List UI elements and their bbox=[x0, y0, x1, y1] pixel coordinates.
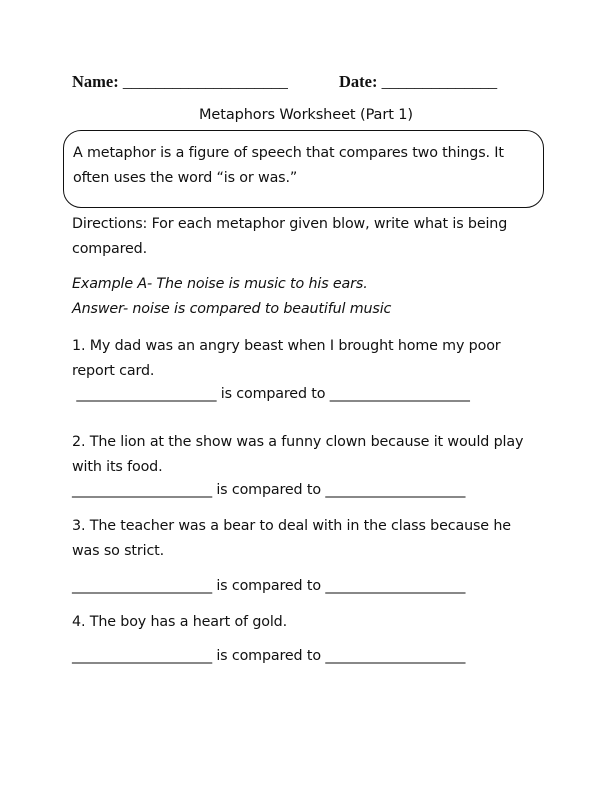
directions-text: Directions: For each metaphor given blow, write what is being compared. bbox=[72, 216, 508, 257]
name-blank-line: ____________________ bbox=[122, 72, 288, 91]
example-answer: Answer- noise is compared to beautiful music bbox=[72, 301, 392, 317]
name-label: Name: bbox=[72, 72, 119, 91]
question-3-answer-line: ____________________ is compared to ____________________ bbox=[72, 578, 466, 594]
question-3-text: 3. The teacher was a bear to deal with in the class because he was so strict. bbox=[72, 518, 511, 559]
question-4-answer-line: ____________________ is compared to ____________________ bbox=[72, 648, 466, 664]
question-2-answer-line: ____________________ is compared to ____________________ bbox=[72, 482, 466, 498]
question-1-answer-line: ____________________ is compared to ____________________ bbox=[72, 386, 470, 402]
date-label: Date: bbox=[339, 72, 378, 91]
definition-box bbox=[63, 130, 544, 208]
date-field bbox=[339, 72, 497, 92]
definition-text: A metaphor is a figure of speech that compares two things. It often uses the word “is or was.” bbox=[73, 145, 504, 186]
question-4-text: 4. The boy has a heart of gold. bbox=[72, 614, 288, 630]
date-blank-line: ______________ bbox=[381, 72, 498, 91]
name-field bbox=[72, 72, 288, 92]
worksheet-title: Metaphors Worksheet (Part 1) bbox=[199, 107, 413, 123]
question-1-text: 1. My dad was an angry beast when I brought home my poor report card. bbox=[72, 338, 501, 379]
example-prompt: Example A- The noise is music to his ears. bbox=[72, 276, 368, 292]
question-2-text: 2. The lion at the show was a funny clown because it would play with its food. bbox=[72, 434, 524, 475]
